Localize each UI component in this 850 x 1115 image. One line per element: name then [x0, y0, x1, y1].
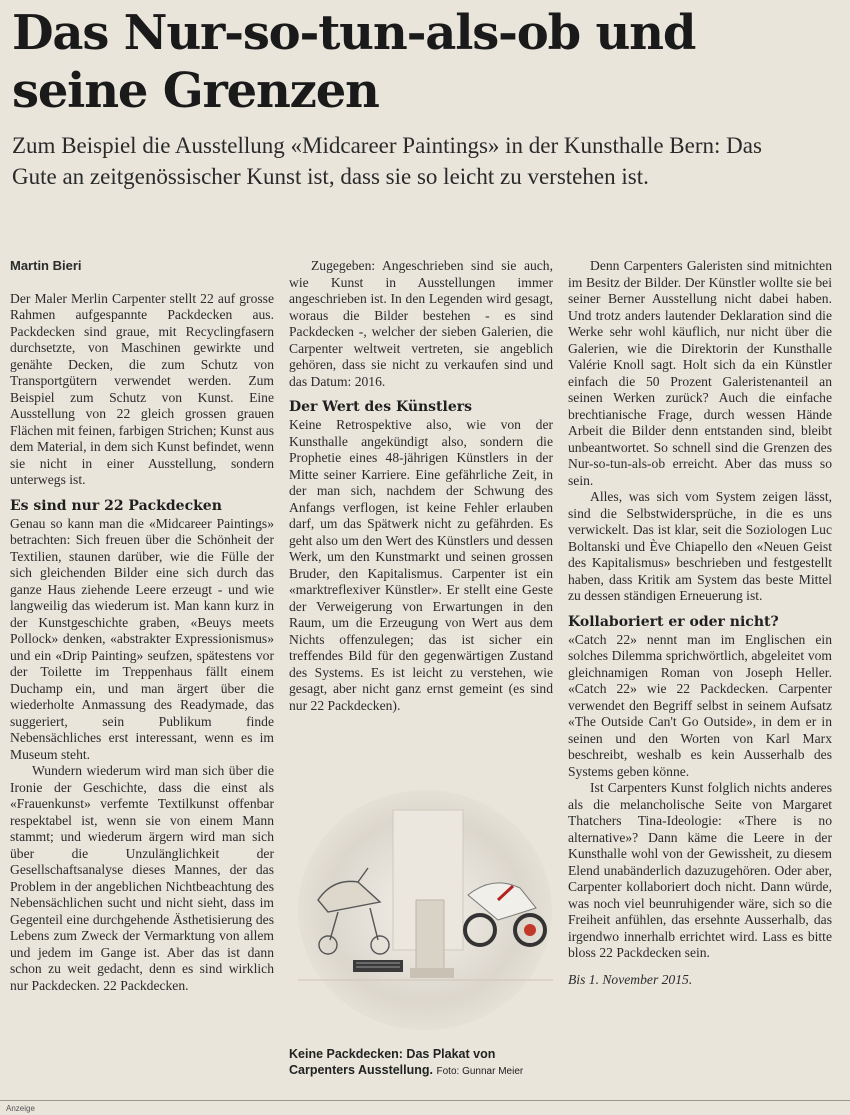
column-1: [10, 258, 274, 994]
divider: [0, 1100, 850, 1101]
section-heading: Der Wert des Künstlers: [289, 399, 473, 415]
paragraph: Zugegeben: Angeschrieben sind sie auch, wie Kunst in Ausstellungen immer angeschrieben ist. In den Legenden wird gesagt, woraus die Bilder bestehen - es sind Packdecken -, welcher der sieben Galerien, die Carpenter weltweit vertreten, sie angeblich gehören, dass sie nicht zu verkaufen sind und das Datum: 2016.: [289, 258, 553, 389]
article-title: Das Nur-so-tun-als-ob und seine Grenzen: [12, 5, 696, 119]
section-heading: Es sind nur 22 Packdecken: [10, 497, 222, 514]
article-subtitle: Zum Beispiel die Ausstellung «Midcareer Paintings» in der Kunsthalle Bern: Das Gute an zeitgenössischer Kunst ist, dass sie so leicht zu verstehen ist.: [12, 133, 762, 189]
paragraph: Genau so kann man die «Midcareer Paintings» betrachten: Sich freuen über die Schönheit der Textilien, staunen darüber, wie die Fülle der sich gleichenden Bilder eine sich durch das ganze Haus ziehende Leere erzeugt - und wie langweilig das wiederum ist. Man kann kurz in der Kunstgeschichte graben, «Beuys meets Pollock» denken, «abstrakter Expressionismus» und ein «Drip Painting» seufzen, spätestens vor der Toilette im Treppenhaus fällt einem Duchamp ein, und man ärgert über die wiederholte Anmassung des Readymade, das suggeriert, sein Publikum finde Nebensächliches erst interessant, wenn es im Museum steht.: [10, 515, 274, 762]
column-2: [289, 258, 553, 714]
ad-label: Anzeige: [6, 1104, 35, 1113]
paragraph: «Catch 22» nennt man im Englischen ein solches Dilemma sprichwörtlich, abgeleitet vom gleichnamigen Roman von Joseph Heller. «Catch 22» wie 22 Packdecken. Carpenter verwendet den Begriff selbst in seinem Aufsatz «The Outside Can't Go Outside», in dem er in seinen und den Worten von Karl Marx beschreibt, weshalb es kein Ausserhalb des Systems geben könne.: [568, 631, 832, 779]
paragraph: Der Maler Merlin Carpenter stellt 22 auf grosse Rahmen aufgespannte Packdecken aus. Packdecken sind graue, mit Recyclingfasern durchsetzte, von Maschinen gewirkte und genähte Decken, die zum Schutz von Transportgütern verwendet werden. Zum Beispiel zum Schutz von Kunst. Eine Ausstellung von 22 gleich grossen grauen Flächen mit feinen, farbigen Strichen; Kunst aus dem Material, in dem sich Kunst befindet, wenn sie nicht in einer Ausstellung, sondern unterwegs ist.: [10, 290, 274, 487]
caption-credit: Foto: Gunnar Meier: [436, 1066, 524, 1077]
caption-text: Keine Packdecken: Das Plakat von Carpenters Ausstellung.: [289, 1047, 496, 1077]
paragraph: Denn Carpenters Galeristen sind mitnichten im Besitz der Bilder. Der Künstler wollte sie bei seiner Berner Ausstellung nicht dabei haben. Und trotz anders lautender Deklaration sind die Werke sehr wohl käuflich, nur nicht über die Galerien, wie die Direktorin der Kunsthalle Valérie Knoll sagt. Holt sich da ein Künstler einfach die 50 Prozent Galeristenanteil an seinen Werken zurück? Auch die einfache brechtianische Frage, durch wessen Hände Arbeit die Bilder denn entstanden sind, bleibt unbeantwortet. So schnell sind die Grenzen des Nur-so-tun-als-ob erreicht. Aber das muss so sein.: [568, 258, 832, 488]
photo-caption: [289, 1046, 559, 1080]
paragraph: Wundern wiederum wird man sich über die Ironie der Geschichte, dass die einst als «Frauenkunst» verfemte Textilkunst offenbar respektabel ist, wenn sie von einem Mann stammt; und wiederum ärgern wird man sich über die Unzulänglichkeit der Gesellschaftsanalyse dieses Mannes, der das Problem in der angeblichen Nichtbeachtung des Nebensächlichen sucht und nicht sieht, dass im Gegenteil eine durchgehende Ästhetisierung des Lebens zum Zweck der Vermarktung von allem und jedem im Gange ist. Aber das ist dann schon zu weit gedacht, denn es sind wirklich nur Packdecken. 22 Packdecken.: [10, 763, 274, 993]
section-heading: Kollaboriert er oder nicht?: [568, 613, 779, 630]
author-name: Martin Bieri: [10, 258, 82, 273]
paragraph: Alles, was sich vom System zeigen lässt, sind die Selbstwidersprüche, in die es uns verwickelt. Das ist klar, seit die Soziologen Luc Boltanski und Ève Chiapello den «Neuen Geist des Kapitalismus» beschrieben und festgestellt haben, dass Kritik am System das beste Mittel zu dessen ständigen Erneuerung ist.: [568, 489, 832, 603]
paragraph: Ist Carpenters Kunst folglich nichts anderes als die melancholische Seite von Margaret Thatchers Tina-Ideologie: «There is no alternative»? Dann käme die Leere in der Kunsthalle wohl von der Gewissheit, zu diesem Elend unabänderlich dazuzugehören. Oder aber, Carpenter kollaboriert doch nicht. Dann würde, was noch viel beunruhigender wäre, sich so die Freiheit anfühlen, das ersehnte Ausserhalb, das irgendwo innerhalb errichtet wird. Lass es bitte bloss 22 Packdecken sein.: [568, 780, 832, 960]
column-3: [568, 258, 832, 988]
paragraph: Keine Retrospektive also, wie von der Kunsthalle angekündigt also, sondern die Prophetie eines 48-jährigen Künstlers in der Mitte seiner Karriere. Eine gefährliche Zeit, in der man sich, nachdem der Schwung des Anfangs verflogen, ist keine Fehler erlauben darf, um das Spätwerk nicht zu gefährden. Es geht also um den Wert des Künstlers und dessen Werk, um den Kunstmarkt und seinen grossen Bruder, den Kapitalismus. Carpenter ist ein «marktreflexiver Künstler». Er stellt eine Geste der Verweigerung von Erwartungen in den Raum, um die Erzeugung von Wert aus dem Nichts offenzulegen; das ist sicher ein treffendes Bild für den gegenwärtigen Zustand des Systems. Es ist leicht zu verstehen, wie gesagt, aber nicht ganz ernst gemeint (es sind nur 22 Packdecken).: [289, 417, 553, 713]
poster-photo: [298, 790, 553, 1030]
exhibition-date: Bis 1. November 2015.: [568, 971, 693, 987]
